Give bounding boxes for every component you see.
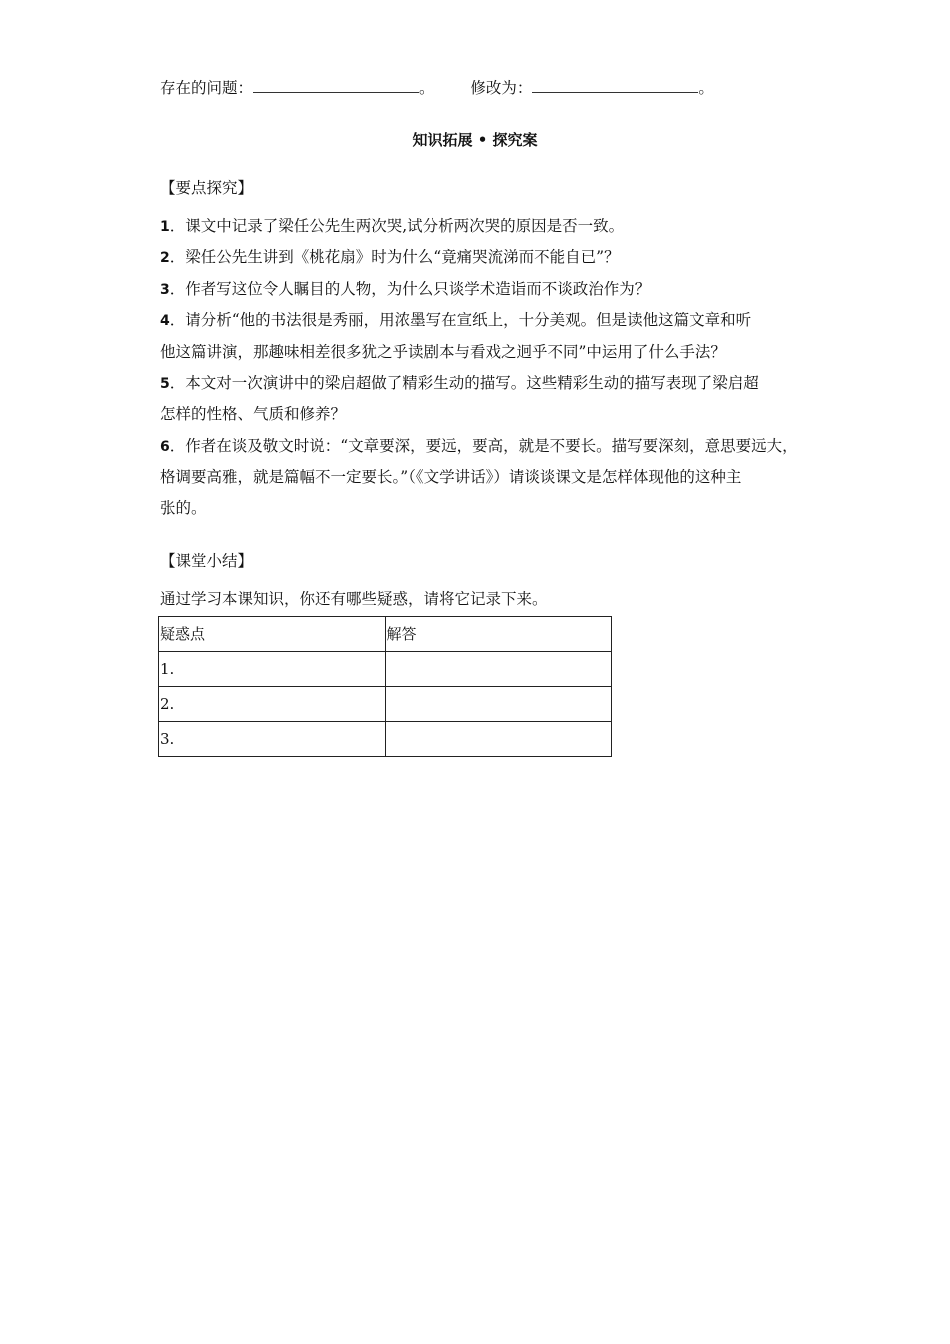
question-item-1 bbox=[160, 216, 624, 237]
question-item-6-cont2: 张的。 bbox=[160, 499, 207, 517]
question-text: ．课文中记录了梁任公先生两次哭,试分析两次哭的原因是否一致。 bbox=[169, 217, 625, 235]
table-row bbox=[159, 652, 612, 687]
question-number: 4 bbox=[160, 313, 170, 329]
problem-blank[interactable] bbox=[253, 78, 419, 93]
answer-cell[interactable] bbox=[385, 652, 612, 687]
summary-instruction: 通过学习本课知识，你还有哪些疑惑，请将它记录下来。 bbox=[160, 590, 548, 608]
question-item-3 bbox=[160, 279, 650, 300]
question-item-5 bbox=[160, 373, 759, 394]
question-number: 2 bbox=[160, 250, 170, 266]
doubt-cell[interactable]: 3. bbox=[159, 722, 386, 757]
question-number: 6 bbox=[160, 439, 170, 455]
question-number: 5 bbox=[160, 376, 170, 392]
revise-blank[interactable] bbox=[532, 78, 698, 93]
question-text: ．作者写这位令人瞩目的人物，为什么只谈学术造诣而不谈政治作为？ bbox=[169, 280, 651, 298]
doubt-cell[interactable]: 1. bbox=[159, 652, 386, 687]
header-answer: 解答 bbox=[385, 617, 612, 652]
table-header-row bbox=[159, 617, 612, 652]
question-number: 1 bbox=[160, 219, 170, 235]
problem-label: 存在的问题： bbox=[160, 79, 254, 97]
table-row bbox=[159, 722, 612, 757]
question-text: ．请分析“他的书法很是秀丽，用浓墨写在宣纸上，十分美观。但是读他这篇文章和听 bbox=[169, 311, 752, 329]
revise-end: 。 bbox=[698, 79, 714, 97]
question-item-4 bbox=[160, 310, 751, 331]
answer-cell[interactable] bbox=[385, 722, 612, 757]
question-item-6-cont: 格调要高雅，就是篇幅不一定要长。”（《文学讲话》）请谈谈课文是怎样体现他的这种主 bbox=[160, 468, 742, 486]
fill-in-row bbox=[160, 78, 714, 98]
question-item-6 bbox=[160, 436, 798, 457]
problem-end: 。 bbox=[419, 79, 435, 97]
question-text: ．作者在谈及敬文时说：“文章要深，要远，要高，就是不要长。描写要深刻，意思要远大， bbox=[169, 437, 798, 455]
table-row bbox=[159, 687, 612, 722]
revise-label: 修改为： bbox=[470, 79, 533, 97]
question-item-4-cont: 他这篇讲演，那趣味相差很多犹之乎读剧本与看戏之迥乎不同”中运用了什么手法？ bbox=[160, 343, 726, 361]
question-item-2 bbox=[160, 247, 620, 268]
question-number: 3 bbox=[160, 282, 170, 298]
doubt-cell[interactable]: 2. bbox=[159, 687, 386, 722]
header-doubt: 疑惑点 bbox=[159, 617, 386, 652]
question-text: ．本文对一次演讲中的梁启超做了精彩生动的描写。这些精彩生动的描写表现了梁启超 bbox=[169, 374, 759, 392]
answer-cell[interactable] bbox=[385, 687, 612, 722]
question-text: ．梁任公先生讲到《桃花扇》时为什么“竟痛哭流涕而不能自已”？ bbox=[169, 248, 620, 266]
section-title: 知识拓展 • 探究案 bbox=[412, 131, 538, 149]
summary-heading: 【课堂小结】 bbox=[160, 552, 254, 570]
questions-answers-table bbox=[158, 616, 612, 757]
key-points-heading: 【要点探究】 bbox=[160, 179, 254, 197]
question-item-5-cont: 怎样的性格、气质和修养？ bbox=[160, 405, 347, 423]
